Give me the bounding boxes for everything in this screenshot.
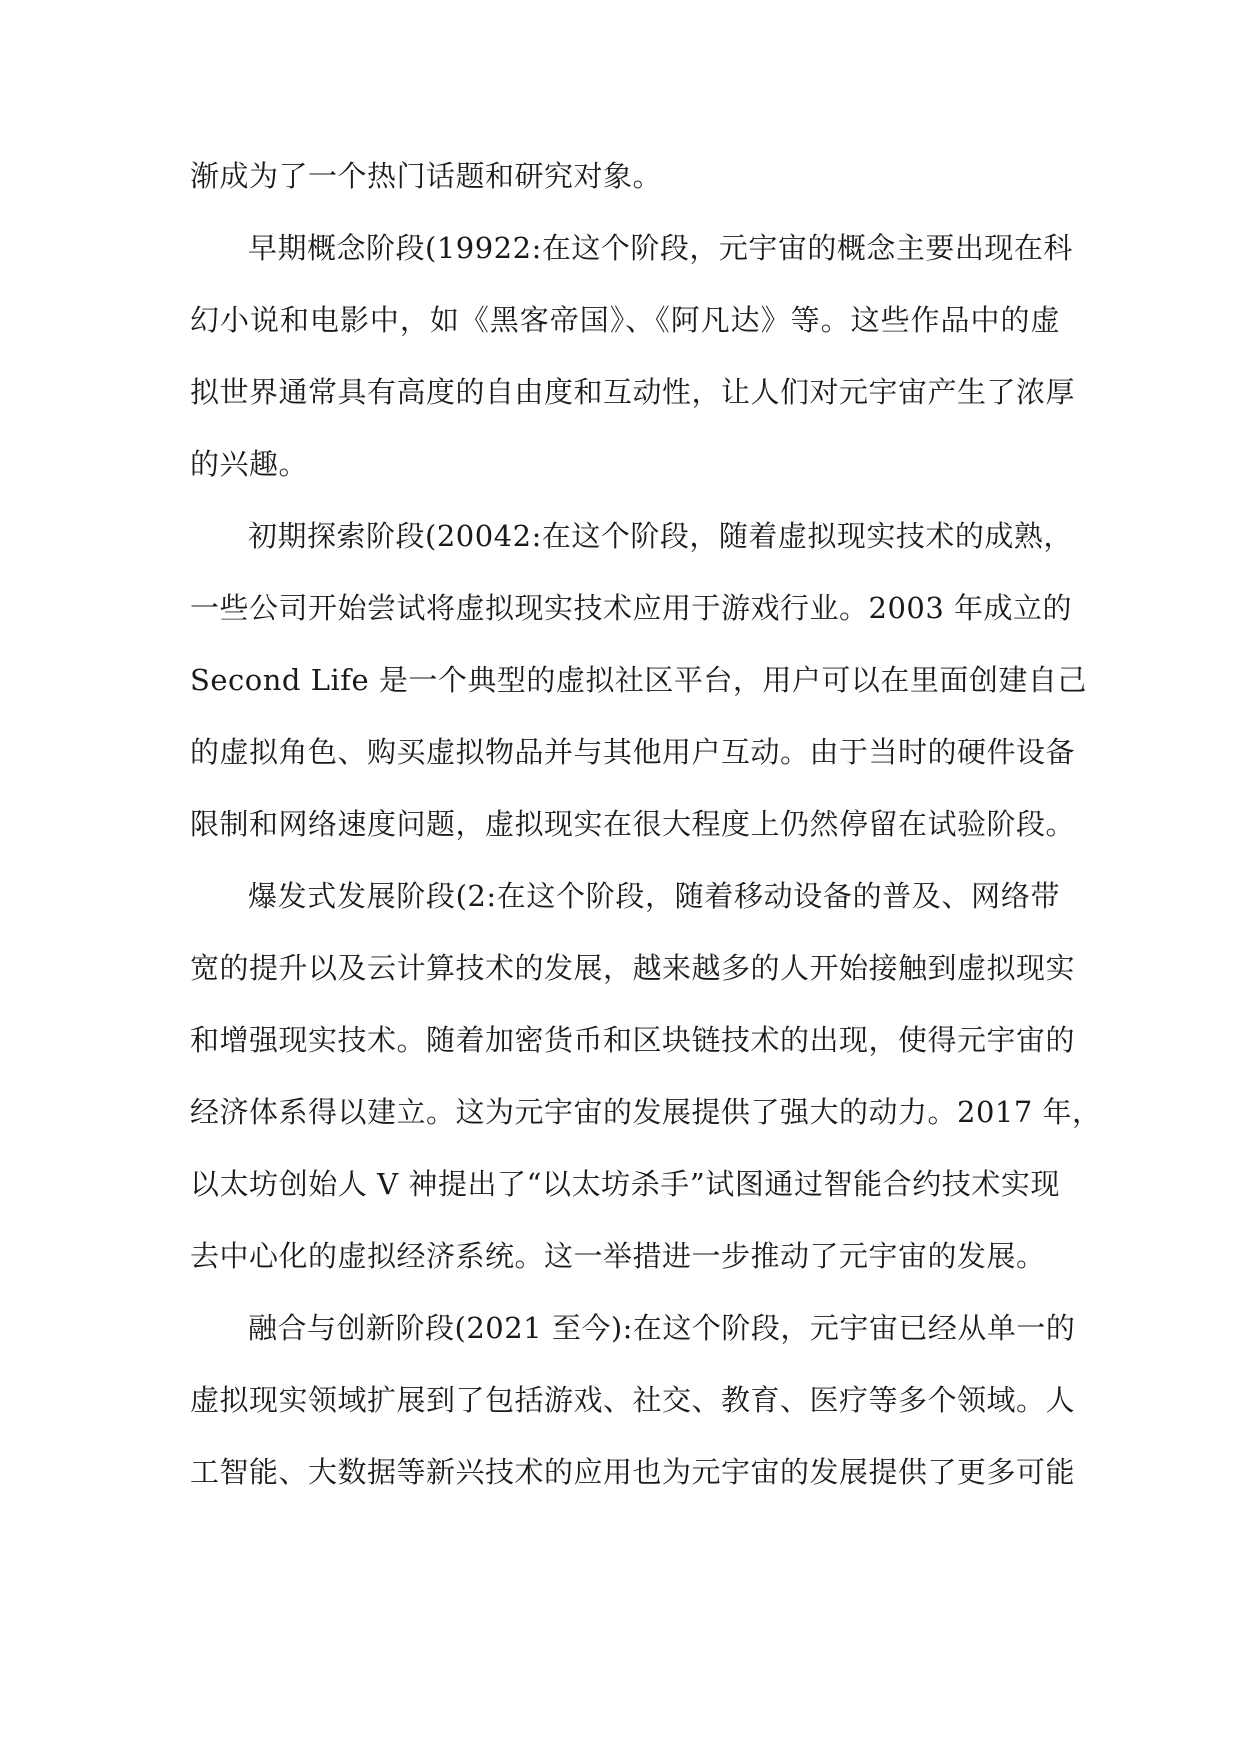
text-line: 去中心化的虚拟经济系统。这一举措进一步推动了元宇宙的发展。 — [190, 1239, 1046, 1273]
text-line: 一些公司开始尝试将虚拟现实技术应用于游戏行业。2003 年成立的 — [190, 591, 1073, 625]
text-line: 虚拟现实领域扩展到了包括游戏、社交、教育、医疗等多个领域。人 — [190, 1383, 1076, 1417]
paragraph-first-line: 早期概念阶段(19922:在这个阶段，元宇宙的概念主要出现在科 — [248, 231, 1073, 265]
paragraph-first-line: 爆发式发展阶段(2:在这个阶段，随着移动设备的普及、网络带 — [248, 879, 1060, 913]
text-line: 宽的提升以及云计算技术的发展，越来越多的人开始接触到虚拟现实 — [190, 951, 1076, 985]
text-line: 经济体系得以建立。这为元宇宙的发展提供了强大的动力。2017 年， — [190, 1095, 1102, 1129]
body-text — [190, 140, 1102, 1508]
text-line: Second Life 是一个典型的虚拟社区平台，用户可以在里面创建自己 — [190, 663, 1087, 697]
paragraph-first-line: 融合与创新阶段(2021 至今):在这个阶段，元宇宙已经从单一的 — [248, 1311, 1076, 1345]
text-line: 的兴趣。 — [190, 447, 309, 481]
text-line: 拟世界通常具有高度的自由度和互动性，让人们对元宇宙产生了浓厚 — [190, 375, 1076, 409]
text-line: 渐成为了一个热门话题和研究对象。 — [190, 159, 663, 193]
text-line: 幻小说和电影中，如《黑客帝国》、《阿凡达》等。这些作品中的虚 — [190, 303, 1060, 337]
text-line: 工智能、大数据等新兴技术的应用也为元宇宙的发展提供了更多可能 — [190, 1455, 1076, 1489]
text-line: 限制和网络速度问题，虚拟现实在很大程度上仍然停留在试验阶段。 — [190, 807, 1076, 841]
paragraph-first-line: 初期探索阶段(20042:在这个阶段，随着虚拟现实技术的成熟， — [248, 519, 1073, 553]
text-line: 以太坊创始人 V 神提出了“以太坊杀手”试图通过智能合约技术实现 — [190, 1167, 1060, 1201]
text-line: 的虚拟角色、购买虚拟物品并与其他用户互动。由于当时的硬件设备 — [190, 735, 1076, 769]
text-line: 和增强现实技术。随着加密货币和区块链技术的出现，使得元宇宙的 — [190, 1023, 1076, 1057]
